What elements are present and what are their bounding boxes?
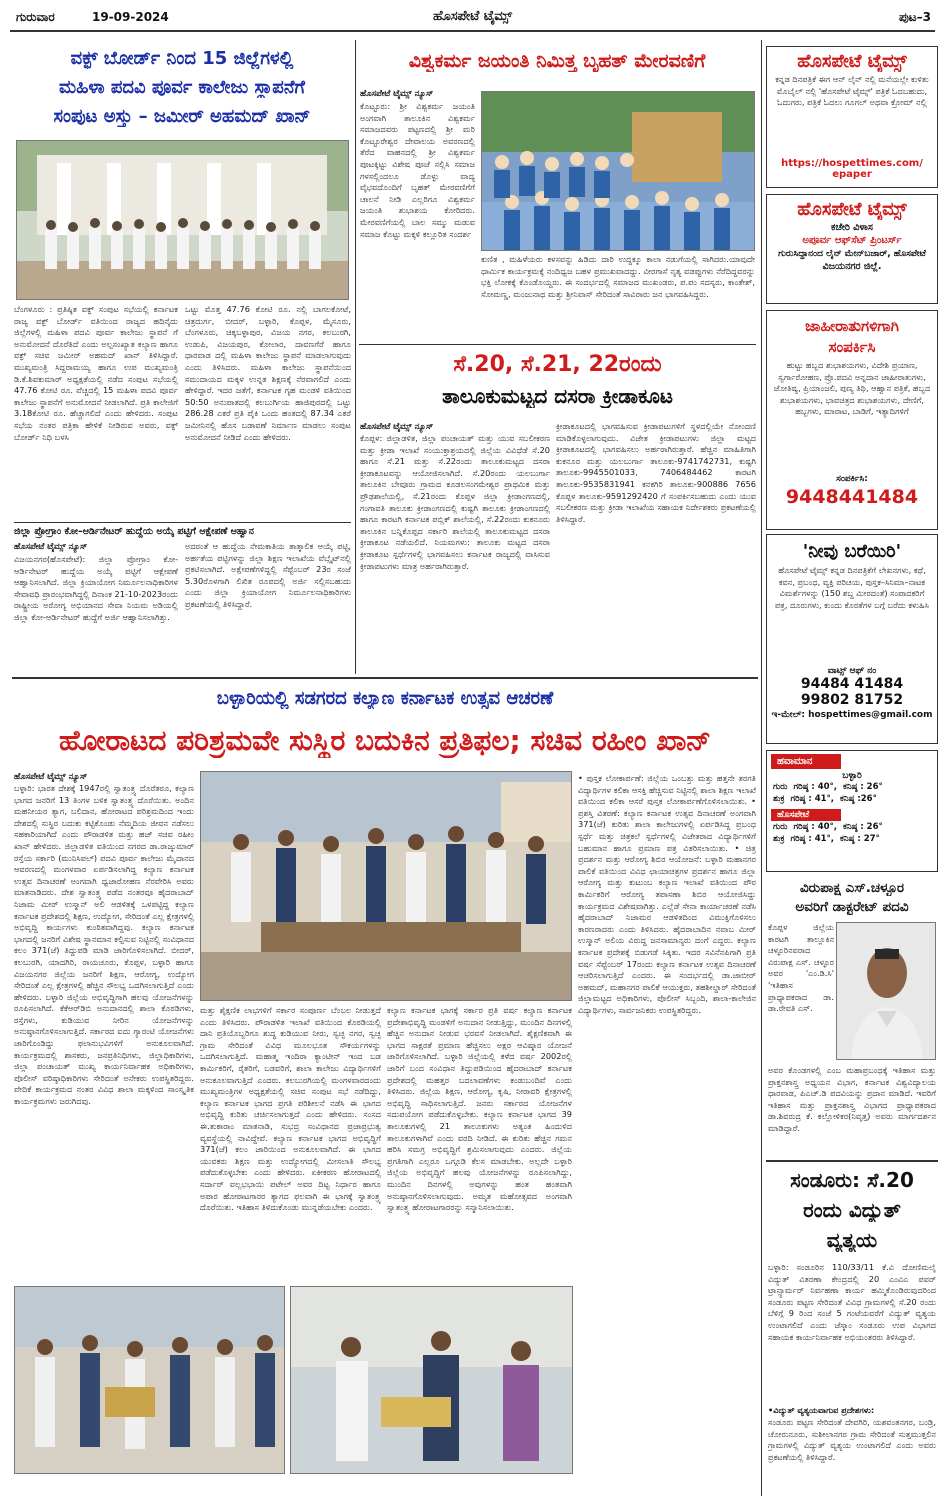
- office-ad-line4: ವಿಜಯನಗರ ಜಿಲ್ಲೆ.: [822, 261, 882, 272]
- dasara-body-col1: ಕೊಪ್ಪಳ: ಜಿಲ್ಲಾಡಳಿತ, ಜಿಲ್ಲಾ ಪಂಚಾಯತ್ ಮತ್ತು ಯುವ ಸಬಲೀಕರಣ ಮತ್ತು ಕ್ರೀಡಾ ಇಲಾಖೆ ಸಂಯುಕ್ತಾಶ್ರಯದಲ್ಲಿ ಜಿಲ್ಲೆಯ ವಿವಿಧೆಡೆ ಸೆ.20 ಹಾಗೂ ಸೆ.21 ಮತ್ತು ಸೆ.22ರಂದು ತಾಲೂಕುಮಟ್ಟದ ದಸರಾ ಕ್ರೀಡಾಕೂಟವನ್ನು ಆಯೋಜಿಸಲಾಗಿದೆ. ಸೆ.20ರಂದು ಯಲಬುರ್ಗಾ ತಾಲೂಕಿನ ಬೇವೂರು ಗ್ರಾಮದ ಕೂಡಲಸಂಗಮೇಶ್ವರ ಪ್ರಾಥಮಿಕ ಮತ್ತು ಪ್ರೌಢಶಾಲೆಯಲ್ಲಿ, ಸೆ.21ರಂದು ಕೊಪ್ಪಳ ಜಿಲ್ಲಾ ಕ್ರೀಡಾಂಗಣದಲ್ಲಿ, ಗಂಗಾವತಿ ತಾಲೂಕು ಕ್ರೀಡಾಂಗಣದಲ್ಲಿ ಕುಷ್ಟಗಿ ತಾಲೂಕು ಕ್ರೀಡಾಂಗಣದಲ್ಲಿ ಹಾಗೂ ಕಾರಟಗಿ ಕರ್ನಾಟಕ ಪಬ್ಲಿಕ್ ಶಾಲೆಯಲ್ಲಿ, ಸೆ.22ರಂದು ಕುಕನೂರು ತಾಲೂಕಿನ ಬನ್ನಿಕೊಪ್ಪದ ಸರ್ಕಾರಿ ಶಾಲೆಯಲ್ಲಿ ತಾಲೂಕುಮಟ್ಟದ ದಸರಾ ಕ್ರೀಡಾಕೂಟ ನಡೆಯಲಿದೆ. ನಿಯಮಗಳು: ತಾಲೂಕು ಮಟ್ಟದ ದಸರಾ ಕ್ರೀಡಾಕೂಟ ಸ್ಪರ್ಧೆಗಳಲ್ಲಿ ಭಾಗವಹಿಸಲು ಕರ್ನಾಟಕ ರಾಜ್ಯದಲ್ಲಿ ವಾಸಿಸುವ ಕ್ರೀಡಾಪಟುಗಳು ಮಾತ್ರ ಅರ್ಹರಾಗಿರುತ್ತಾರೆ.: [360, 433, 550, 571]
- advert-ad-title2: ಸಂಪರ್ಕಿಸಿ: [828, 338, 876, 356]
- write-ad-phone1[interactable]: 94484 41484: [800, 676, 904, 692]
- weather-min: ಕನಿಷ್ಠ :26°: [840, 794, 877, 804]
- write-ad-phone2[interactable]: 99802 81752: [800, 692, 904, 708]
- waqf-body-col1: ಬೆಂಗಳೂರು : ಪ್ರತಿಷ್ಠಿತ ವಕ್ಫ್ ಸಂಪುಟ ಸಭೆಯಲ್ಲಿ ಕರ್ನಾಟಕ ರಾಜ್ಯ ವಕ್ಫ್ ಬೋರ್ಡ್ ವತಿಯಿಂದ ರಾಜ್ಯದ ಹದಿನೈದು ಜಿಲ್ಲೆಗಳಲ್ಲಿ ಮಹಿಳಾ ಪದವಿ ಪೂರ್ವ ಕಾಲೇಜು ಸ್ಥಾಪನೆ ಗೆ ಅನುಮೋದನೆ ದೊರೆತಿದೆ ಎಂದು ಅಲ್ಪಸಂಖ್ಯಾತ ಕಲ್ಯಾಣ ಹಾಗೂ ವಕ್ಫ್ ಸಚಿವ ಜಮೀರ್ ಅಹಮದ್ ಖಾನ್ ತಿಳಿಸಿದ್ದಾರೆ. ಮುಖ್ಯಮಂತ್ರಿ ಸಿದ್ದರಾಮಯ್ಯ ಹಾಗೂ ಉಪ ಮುಖ್ಯಮಂತ್ರಿ ಡಿ.ಕೆ.ಶಿವಕುಮಾರ್ ಅಧ್ಯಕ್ಷತೆಯಲ್ಲಿ ನಡೆದ ಸಂಪುಟ ಸಭೆಯಲ್ಲಿ 47.76 ಕೋಟಿ ರೂ. ವೆಚ್ಚದಲ್ಲಿ 15 ಮಹಿಳಾ ಪದವಿ ಪೂರ್ವ ಕಾಲೇಜು ಸ್ಥಾಪನೆಗೆ ಅನುಮೋದನೆ ನೀಡಲಾಗಿದೆ. ಪ್ರತಿ ಕಾಲೇಜಿಗೆ 3.18ಕೋಟಿ ರೂ. ಹೆಚ್ಚಾಗಲಿದೆ ಎಂದು ಹೇಳಿದರು. ಸಂಪುಟ ಸಭೆಯ ನಂತರ ಪತ್ರಿಕಾ ಹೇಳಿಕೆ ನೀಡಿರುವ ಅವರು, ವಕ್ಫ್ ಬೋರ್ಡ್ ನಿಧಿ ಬಳಸಿ: [14, 304, 178, 442]
- write-ad-email-label: ಇ-ಮೇಲ್:: [771, 710, 805, 720]
- power-body-2: ಸಂಡೂರು ಪಟ್ಟಣ ಸೇರಿದಂತೆ ದೇವಗಿರಿ, ಯಶವಂತನಗರ, ಬಂಡ್ರಿ, ಚೋರುನೂರು, ಸುಶೀಲಾನಗರ ಗ್ರಾಮ ಸೇರಿದಂತೆ ಸುತ್ತಮುತ್ತಲಿನ ಗ್ರಾಮಗಳಲ್ಲಿ ವಿದ್ಯುತ್ ವ್ಯತ್ಯಯ ಉಂಟಾಗಲಿದೆ ಎಂದು ಅವರು ಪ್ರಕಟಣೆಯಲ್ಲಿ ತಿಳಿಸಿದ್ದಾರೆ.: [768, 1417, 936, 1462]
- write-ad-email-address[interactable]: hospettimes@gmail.com: [808, 710, 933, 720]
- write-ad-email[interactable]: [767, 710, 937, 720]
- column-rule-1: [355, 40, 356, 674]
- weather-title: ಹವಾಮಾನ: [771, 754, 841, 769]
- doctorate-headline-1: ವಿರುಪಾಕ್ಷ ಎಸ್.ಚಳ್ಳೂರ: [799, 880, 905, 896]
- doctorate-headline-2: ಅವರಿಗೆ ಡಾಕ್ಟರೇಟ್ ಪದವಿ: [795, 899, 909, 915]
- power-subhead: •ವಿದ್ಯುತ್ ವ್ಯತ್ಯಯವಾಗುವ ಪ್ರದೇಶಗಳು:: [768, 1405, 875, 1415]
- power-headline-3: ವ್ಯತ್ಯಯ: [826, 1228, 878, 1252]
- weather-max: ಗರಿಷ್ಠ : 40°,: [793, 782, 838, 792]
- weather-day: ಶುಕ್ರ: [773, 834, 785, 844]
- weather-city2: ಹೊಸಪೇಟೆ: [771, 809, 841, 821]
- weather-row: [767, 793, 937, 805]
- column-rule-sidebar: [761, 40, 762, 1496]
- office-address-ad: [766, 194, 938, 304]
- masthead-paper-name: ಹೊಸಪೇಟೆ ಟೈಮ್ಸ್: [432, 9, 513, 24]
- office-ad-printer: ಅಪೂರ್ವ ಆಫ್‌ಸೆಟ್ ಪ್ರಿಂಟರ್ಸ್: [802, 235, 902, 246]
- coordinator-body-col1: ವಿಜಯನಗರ(ಹೊಸಪೇಟೆ): ಜಿಲ್ಲಾ ಪ್ರೋಗ್ರಾಂ ಕೋ-ಆರ್ಡಿನೇಟರ್ ಹುದ್ದೆಯ ಅಯ್ಕೆ ಪಟ್ಟಿಗೆ ಆಕ್ಷೇಪಣೆ ಆಹ್ವಾನಿಸಲಾಗಿದೆ. ಜಿಲ್ಲಾ ಕ್ರಿಯಾಯೋಗ ನಿರ್ಮೂಲನಾಧಿಕಾರಿಗಳ ಸೇವಾವಧಿ ಪ್ರಾರಂಭವಾಗಿದ್ದಲ್ಲಿ ದಿನಾಂಕ 21-10-2023ರಂದು ರಾಷ್ಟ್ರೀಯ ಅರೋಗ್ಯ ಅಭಿಯಾನದ ಸೇವಾ ನಿಯಮ ಅಡಿಯಲ್ಲಿ ಜಿಲ್ಲಾ ಕೋ-ಆರ್ಡಿನೇಟರ್ ಹುದ್ದೆಗೆ ಅರ್ಜಿ ಆಹ್ವಾನಿಸಲಾಗಿತ್ತು.: [14, 554, 178, 622]
- ballari-body-col4: • ಪುಸ್ತಕ ಲೋಕಾರ್ಪಣೆ: ಜಿಲ್ಲೆಯ ಒಂಬತ್ತು ಮತ್ತು ಹತ್ತನೇ ತರಗತಿ ವಿದ್ಯಾರ್ಥಿಗಳ ಕಲಿಕಾ ಆಸಕ್ತಿ ಹೆಚ್ಚಿಸುವ ನಿಟ್ಟಿನಲ್ಲಿ ಶಾಲಾ ಶಿಕ್ಷಣ ಇಲಾಖೆ ವತಿಯಿಂದ ಕಲಿಕಾ ಆಸರೆ ಪುಸ್ತಕ ಲೋಕಾರ್ಪಣೆಗೊಳಿಸಲಾಯಿತು. • ಪ್ರಶಸ್ತಿ ವಿತರಣೆ: ಕಲ್ಯಾಣ ಕರ್ನಾಟಕ ಉತ್ಸವ ದಿನಾಚರಣೆ ಅಂಗವಾಗಿ 371(ಜೆ) ಕುರಿತು ಶಾಲಾ ಕಾಲೇಜುಗಳಲ್ಲಿ ಏರ್ಪಡಿಸಿದ್ದ ಪ್ರಬಂಧ ಸ್ಪರ್ಧೆ ಮತ್ತು ಚಿತ್ರಕಲೆ ಸ್ಪರ್ಧೆಗಳಲ್ಲಿ ವಿಜೇತರಾದ ವಿದ್ಯಾರ್ಥಿಗಳಿಗೆ ಬಹುಮಾನ ಹಾಗೂ ಪ್ರಮಾಣ ಪತ್ರ ವಿತರಿಸಲಾಯಿತು. • ಚಿತ್ರ ಪ್ರದರ್ಶನ ಮತ್ತು ಆರೋಗ್ಯ ಶಿಬಿರ ಆಯೋಜನೆ: ಬಳ್ಳಾರಿ ಮಹಾನಗರ ಪಾಲಿಕೆ ವತಿಯಿಂದ ವಿವಿಧ ಛಾಯಾಚಿತ್ರಗಳ ಪ್ರದರ್ಶನ ಹಾಗೂ ಜಿಲ್ಲಾ ಆರೋಗ್ಯ ಮತ್ತು ಕುಟುಂಬ ಕಲ್ಯಾಣ ಇಲಾಖೆ ವತಿಯಿಂದ ಪೌರ ಕಾರ್ಮಿಕರಿಗೆ ಆರೋಗ್ಯ ತಪಾಸಣಾ ಶಿಬಿರ ಆಯೋಜಿಸಿದ್ದು ಕಾರ್ಯಕ್ರಮದ ವಿಶೇಷವಾಗಿತ್ತು. ಎಲ್ಲೆಡೆ ಸೇನಾ ಕಾರ್ಯಾಚರಣೆ ನಡೆಸಿ ಹೈದರಾಬಾದ್ ನಿಜಾಮರ ಆಡಳಿತದಿಂದ ವಿಮುಕ್ತಿಗೊಳಿಸಲು ಕಾರಣರಾದರು ಎಂದು ತಿಳಿಸಿದರು. ಹೈದರಾಬಾದಿನ ನವಾಬ ಮೀರ್ ಉಸ್ಮಾನ್ ಅಲಿಯ ವಿರುದ್ಧ ಜನಸಾಮಾನ್ಯರು ದಂಗೆ ಎದ್ದರು. ಕಲ್ಯಾಣ ಕರ್ನಾಟಕ ಪ್ರದೇಶಕ್ಕೆ ಬಿಡುಗಡೆ ಸಿಕ್ಕಿತು. ಇದರ ಸವಿನೆನಪಿಗಾಗಿ ಪ್ರತಿ ವರ್ಷ ಸೆಪ್ಟೆಂಬರ್ 17ರಂದು ಕಲ್ಯಾಣ ಕರ್ನಾಟಕ ಉತ್ಸವ ದಿನಾಚರಣೆ ಆಚರಿಸಲಾಗುತ್ತಿದೆ ಎಂದರು. ಈ ಸಂದರ್ಭದಲ್ಲಿ ಡಾ.ಜಾಬೀರ್ ಅಹಮದ್, ಮಹಾನಗರ ಪಾಲಿಕೆ ಆಯುಕ್ತರು, ತಹಶೀಲ್ದಾರ್ ಸೇರಿದಂತೆ ಜಿಲ್ಲಾಮಟ್ಟದ ಅಧಿಕಾರಿಗಳು, ಪೊಲೀಸ್ ಸಿಬ್ಬಂದಿ, ಶಾಲಾ-ಕಾಲೇಜಿನ ವಿದ್ಯಾರ್ಥಿಗಳು, ಸಾರ್ವಜನಿಕರು ಉಪಸ್ಥಿತರಿದ್ದರು.: [578, 773, 756, 1015]
- advertisement-contact-ad: [766, 310, 938, 530]
- office-ad-line1: ಕಚೇರಿ ವಿಳಾಸ: [831, 222, 873, 233]
- coordinator-headline: ಜಿಲ್ಲಾ ಪ್ರೋಗ್ರಾಂ ಕೋ–ಆರ್ಡಿನೇಟರ್ ಹುದ್ದೆಯ ಅಯ್ಕೆ ಪಟ್ಟಿಗೆ ಆಕ್ಷೇಪಣೆ ಆಹ್ವಾನ: [14, 526, 254, 537]
- epaper-ad-url-path[interactable]: epaper: [832, 169, 872, 180]
- doctorate-portrait-photo: [836, 922, 936, 1060]
- power-headline-1: ಸಂಡೂರು: ಸೆ.20: [790, 1168, 914, 1192]
- weather-day: ಗುರು: [773, 822, 788, 832]
- epaper-ad-text: ಕನ್ನಡ ದಿನಪತ್ರಿಕೆ ಈಗ ಆನ್ ಲೈನ್ ನಲ್ಲಿ ಮನೆಯಲ್ಲೇ ಕುಳಿತು ಮೊಬೈಲ್ ನಲ್ಲಿ 'ಹೊಸಪೇಟೆ ಟೈಮ್ಸ್' ಪತ್ರಿಕೆ ಓದಬಹುದು, ಓದುಗರು, ಪತ್ರಿಕೆ ಓದಲು ಗೂಗಲ್ ಅಥವಾ ಕ್ರೋಮ್ ನಲ್ಲಿ: [775, 74, 929, 108]
- office-ad-line3: ಗುರುಸಿದ್ದಾನಂದ ಲೈನ್ ಮೇನ್‌ಬಜಾರ್, ಹೊಸಪೇಟೆ: [778, 249, 926, 259]
- waqf-body-col2: ಒಟ್ಟು ಮೊತ್ತ 47.76 ಕೋಟಿ ರೂ. ನಲ್ಲಿ ಬಾಗಲಕೋಟೆ, ಚಿತ್ರದುರ್ಗ, ಬೀದರ್, ಬಳ್ಳಾರಿ, ಕೊಪ್ಪಳ, ಮೈಸೂರು, ಬೆಂಗಳೂರು, ಚಿಕ್ಕಬಳ್ಳಾಪುರ, ವಿಜಯ ನಗರ, ಕಲಬುರಗಿ, ಉಡುಪಿ, ವಿಜಯಪುರ, ಕೋಲಾರ, ದಾವಣಗೆರೆ ಹಾಗೂ ಧಾರವಾಡ ದಲ್ಲಿ ಮಹಿಳಾ ಕಾಲೇಜು ಸ್ಥಾಪನೆ ಮಾಡಲಾಗುವುದು ಎಂದು ತಿಳಿಸಿದರು. ಮಹಿಳಾ ಕಾಲೇಜು ಸ್ಥಾಪನೆಯಿಂದ ಸಮುದಾಯದ ಮಕ್ಕಳ ಉನ್ನತ ಶಿಕ್ಷಣಕ್ಕೆ ನೆರವಾಗಲಿದೆ ಎಂದು ಹೇಳಿದ್ದಾರೆ. ಇದರ ಜತೆಗೆ, ಕರ್ನಾಟಕ ಗೃಹ ಮಂಡಳಿ ವತಿಯಿಂದ 50:50 ಅನುಪಾತದಲ್ಲಿ ಕಲಬುರ್ಗಿಯ ಹಾಜಿಪುರದಲ್ಲಿ ಒಟ್ಟು 286.28 ಎಕರೆ ಪ್ರತಿ ಪೈಕಿ ಒಂದು ಹಂತದಲ್ಲಿ 87.34 ಎಕರೆ ಜಮೀನಿನಲ್ಲಿ ಹೊಸ ಬಡಾವಣೆ ನಿರ್ಮಾಣ ಮಾಡಲು ಸಂಪುಟ ಅನುಮೋದನೆ ನೀಡಿದೆ ಎಂದು ಹೇಳಿದರು.: [185, 304, 351, 442]
- write-ad-whatsapp-label: ವಾಟ್ಸ್ ಆಫ್ ನಂ: [827, 666, 877, 676]
- coordinator-body-col2: ಅದರಂತೆ ಆ ಹುದ್ದೆಯ ನೇಮಕಾತಿಯ ತಾತ್ಕಾಲಿಕ ಆಯ್ಕೆ ಪಟ್ಟಿ, ಅರ್ಹತೆಯ ಪಟ್ಟಿಗಳನ್ನು ಜಿಲ್ಲಾ ಶಿಕ್ಷಣ ಇಲಾಖೆಯ ವೆಬ್ಸೈಟ್‌ನಲ್ಲಿ ಪ್ರಕಟಿಸಲಾಗಿದೆ. ಅಕ್ಷೇಪಣೆಗಳಿದ್ದಲ್ಲಿ ಸೆಪ್ಟೆಂಬರ್ 23ರ ಸಂಜೆ 5.30ರೊಳಗಾಗಿ ಲಿಖಿತ ರೂಪದಲ್ಲಿ ಅರ್ಜಿ ಸಲ್ಲಿಸಬಹುದು ಎಂದು ಜಿಲ್ಲಾ ಕ್ರಿಯಾಯೋಗ ನಿರ್ಮೂಲನಾಧಿಕಾರಿಗಳು ಪ್ರಕಟಣೆಯಲ್ಲಿ ತಿಳಿಸಿದ್ದಾರೆ.: [185, 541, 351, 609]
- weather-row: [767, 781, 937, 793]
- ballari-body-col2: ಮತ್ತು ಶೈಕ್ಷಣಿಕ ಲಾಭಗಳಿಗೆ ಸರ್ಕಾರ ಸಂಪೂರ್ಣ ಬೆಂಬಲ ನೀಡುತ್ತದೆ ಎಂದು ತಿಳಿಸಿದರು. ಪೌರಾಡಳಿತ ಇಲಾಖೆ ವತಿಯಿಂದ ಕೊಠಡಿಯಲ್ಲಿ ದಾನಿ ಪ್ರತಿಯೊಬ್ಬರಿಗೂ ಶುದ್ಧ ಕುಡಿಯುವ ನೀರು, ಸ್ವಚ್ಛ ನಗರ, ಸ್ವಚ್ಛ ಗ್ರಾಮ ಸೇರಿದಂತೆ ವಿವಿಧ ಮೂಲಭೂತ ಸೌಕರ್ಯಗಳನ್ನು ಒದಗಿಸಲಾಗುತ್ತಿದೆ. ಮಹಾತ್ಮ ಇಂದಿರಾ ಕ್ಯಾಂಟೀನ್ ಇಂದ ಬಡ ಕಾರ್ಮಿಕರಿಗೆ, ರೈತರಿಗೆ, ಬಡವರಿಗೆ, ಶಾಲಾ ಕಾಲೇಜು ವಿದ್ಯಾರ್ಥಿಗಳಿಗೆ ಅನುಕೂಲವಾಗುತ್ತಿದೆ ಎಂದರು. ಕಲಬುರಗಿಯಲ್ಲಿ ಮಂಗಳವಾರದಂದು ಮುಖ್ಯಮಂತ್ರಿಗಳ ಅಧ್ಯಕ್ಷತೆಯಲ್ಲಿ ಸಚಿವ ಸಂಪುಟ ಸಭೆ ನಡೆದಿದ್ದು, ಕಲ್ಯಾಣ ಕರ್ನಾಟಕ ಭಾಗದ ಪ್ರಗತಿ ಪರಿಶೀಲನೆ ನಡೆಸಿ ಈ ಭಾಗದ ಅಭಿವೃದ್ಧಿ ಕುರಿತು ಚರ್ಚಿಸಲಾಗುತ್ತದೆ ಎಂದು ಹೇಳಿದರು. ಸಂಸದ ಈ.ತುಕಾರಾಂ ಮಾತನಾಡಿ, ಸುಭದ್ರ ಸಂವಿಧಾನದ ಪ್ರಜಾಪ್ರಭುತ್ವ ವ್ಯವಸ್ಥೆಯಲ್ಲಿ ನಾವಿದ್ದೇವೆ. ಕಲ್ಯಾಣ ಕರ್ನಾಟಕ ಭಾಗದ ಅಭಿವೃದ್ಧಿಗೆ 371(ಜೆ) ಕಲಂ ಜಾರಿಯಿಂದ ಅನುಕೂಲವಾಗಿದೆ. ಈ ಭಾಗದ ಯುವಕರು ಶಿಕ್ಷಣ ಮತ್ತು ಉದ್ಯೋಗದಲ್ಲಿ ಮೀಸಲಾತಿ ಸೌಲಭ್ಯ ಪಡೆದುಕೊಳ್ಳಬೇಕು ಎಂದು ಹೇಳಿದರು. ಏಕೀಕರಣ ಹೋರಾಟದಲ್ಲಿ ಸರ್ದಾರ್ ವಲ್ಲಭಭಾಯಿ ಪಟೇಲ್ ಅವರ ದಿಟ್ಟ ನಿರ್ಧಾರ ಹಾಗೂ ಅಪಾರ ಹೋರಾಟಗಾರರ ತ್ಯಾಗದ ಫಲವಾಗಿ ಈ ಭಾಗಕ್ಕೆ ಸ್ವಾತಂತ್ರ್ಯ ದೊರೆಯಿತು. ಇತಿಹಾಸ ತಿಳಿದುಕೊಂಡು ಮುನ್ನಡೆಯಬೇಕು ಎಂದರು.: [200, 1005, 381, 1213]
- weather-day: ಶುಕ್ರ: [773, 794, 785, 804]
- weather-min: ಕನಿಷ್ಠ : 27°: [840, 834, 880, 844]
- power-body: ಬಳ್ಳಾರಿ: ಸಂಡೂರಿನ 110/33/11 ಕೆ.ವಿ ದೋಣಿಮಲೈ ವಿದ್ಯುತ್ ವಿತರಣಾ ಕೇಂದ್ರದಲ್ಲಿ 20 ಎಂವಿಎ ಪವರ್ ಟ್ರಾನ್ಸ್ಫಾರ್ಮರ್ ನಿರ್ವಹಣಾ ಕಾರ್ಯ ಹಮ್ಮಿಕೊಂಡಿರುವುದರಿಂದ ಸಂಡೂರು ಪಟ್ಟಣ ಸೇರಿದಂತೆ ವಿವಿಧ ಗ್ರಾಮಗಳಲ್ಲಿ ಸೆ.20 ರಂದು ಬೆಳಿಗ್ಗೆ 9 ರಿಂದ ಸಂಜೆ 5 ಗಂಟೆಯವರೆಗೆ ವಿದ್ಯುತ್ ವ್ಯತ್ಯಯ ಉಂಟಾಗಲಿದೆ ಎಂದು ಜೆಸ್ಕಾಂ ಸಂಡೂರು ಉಪ ವಿಭಾಗದ ಸಹಾಯಕ ಕಾರ್ಯನಿರ್ವಾಹಕ ಅಭಿಯಂತರರು ತಿಳಿಸಿದ್ದಾರೆ.: [768, 1262, 936, 1342]
- ballari-award-photo: [14, 1286, 285, 1474]
- divider-art4: [359, 344, 756, 345]
- masthead-date: 19-09-2024: [92, 10, 169, 24]
- ballari-body-col1: ಬಳ್ಳಾರಿ: ಭಾರತ ದೇಶಕ್ಕೆ 1947ರಲ್ಲಿ ಸ್ವಾತಂತ್ರ್ಯ ದೊರೆತರೂ, ಕಲ್ಯಾಣ ಭಾಗದ ಜನರಿಗೆ 13 ತಿಂಗಳ ಬಳಿಕ ಸ್ವಾತಂತ್ರ್ಯ ದೊರೆಯಿತು. ಅಂದಿನ ಮಹನೀಯರ ತ್ಯಾಗ, ಬಲಿದಾನ, ಹೋರಾಟದ ಪರಿಶ್ರಮದಿಂದ ಇಂದು ದೇಶದಲ್ಲಿ ಸುಸ್ಥಿರ ಬದುಕು ಕಟ್ಟಿಕೊಂಡು ನೆಮ್ಮದಿಯ ಜೀವನ ನಡೆಸಲು ಸಹಕಾರಿಯಾಗಿದೆ ಎಂದು ಪೌರಾಡಳಿತ ಮತ್ತು ಹಜ್ ಸಚಿವ ರಹೀಂ ಖಾನ್ ಹೇಳಿದರು. ಜಿಲ್ಲಾಡಳಿತ ವತಿಯಿಂದ ನಗರದ ಡಾ.ರಾಜ್ಕುಮಾರ್ ರಸ್ತೆಯ ಸರ್ಕಾರಿ (ಮುನಿಸಿಪಲ್) ಪದವಿ ಪೂರ್ವ ಕಾಲೇಜು ಮೈದಾನದ ಆವರಣದಲ್ಲಿ ಮಂಗಳವಾರ ಏರ್ಪಡಿಸಲಾಗಿದ್ದ ಕಲ್ಯಾಣ ಕರ್ನಾಟಕ ಉತ್ಸವ ದಿನಾಚರಣೆ ಅಂಗವಾಗಿ ಧ್ವಜಾರೋಹಣ ನೆರವೇರಿಸಿ ಅವರು ಮಾತನಾಡಿದರು. ದೇಶ ಸ್ವಾತಂತ್ರ್ಯ ಪಡೆದ ನಂತರವೂ ಹೈದರಾಬಾದ್ ನಿಜಾಮ ಮೀರ್ ಉಸ್ಮಾನ್ ಅಲಿ ಆಡಳಿತಕ್ಕೆ ಒಳಪಟ್ಟಿದ್ದ ಕಲ್ಯಾಣ ಕರ್ನಾಟಕ ಪ್ರದೇಶದಲ್ಲಿ ಶಿಕ್ಷಣ, ಉದ್ಯೋಗ, ಸೇರಿದಂತೆ ಎಲ್ಲ ಕ್ಷೇತ್ರಗಳಲ್ಲಿ ಅಭಿವೃದ್ಧಿ ಕಾರ್ಯಗಳು ಕುಂಠಿತವಾಗಿದ್ದವು. ಕಲ್ಯಾಣ ಕರ್ನಾಟಕ ಭಾಗದಲ್ಲಿ ಜನರಿಗೆ ವಿಶೇಷ ಸ್ಥಾನಮಾನ ಕಲ್ಪಿಸುವ ನಿಟ್ಟಿನಲ್ಲಿ ಸಂವಿಧಾನದ ಕಲಂ 371(ಜೆ) ತಿದ್ದುಪಡಿ ಮಾಡಿ ಜಾರಿಗೊಳಿಸಲಾಗಿದೆ. ಬೀದರ್, ಕಲಬುರಗಿ, ಯಾದಗಿರಿ, ರಾಯಚೂರು, ಕೊಪ್ಪಳ, ಬಳ್ಳಾರಿ ಹಾಗೂ ವಿಜಯನಗರ ಜಿಲ್ಲೆಯ ಜನರಿಗೆ ಶಿಕ್ಷಣ, ಆರೋಗ್ಯ, ಉದ್ಯೋಗ ಸೇರಿದಂತೆ ಎಲ್ಲ ಕ್ಷೇತ್ರಗಳಲ್ಲಿ ಹೆಚ್ಚಿನ ಸೌಲಭ್ಯ ಒದಗಿಸಲಾಗುತ್ತಿದೆ ಎಂದು ಹೇಳಿದರು. ಬಳ್ಳಾರಿ ಜಿಲ್ಲೆಯ ಅಭಿವೃದ್ಧಿಗಾಗಿ ಹಲವು ಯೋಜನೆಗಳನ್ನು ರೂಪಿಸಲಾಗಿದೆ. ಕೆಕೆಆರ್‌ಡಿಬಿ ಅನುದಾನದಲ್ಲಿ ಶಾಲಾ ಕೊಠಡಿಗಳು, ರಸ್ತೆಗಳು, ಕುಡಿಯುವ ನೀರಿನ ಯೋಜನೆಗಳನ್ನು ಅನುಷ್ಠಾನಗೊಳಿಸಲಾಗುತ್ತಿದೆ. ಸರ್ಕಾರದ ಐದು ಗ್ಯಾರಂಟಿ ಯೋಜನೆಗಳು ಜಾರಿಗೊಂಡಿದ್ದು ಫಲಾನುಭವಿಗಳಿಗೆ ಅನುಕೂಲವಾಗಿದೆ. ಕಾರ್ಯಕ್ರಮದಲ್ಲಿ ಶಾಸಕರು, ಜನಪ್ರತಿನಿಧಿಗಳು, ಜಿಲ್ಲಾಧಿಕಾರಿಗಳು, ಜಿಲ್ಲಾ ಪಂಚಾಯತ್ ಮುಖ್ಯ ಕಾರ್ಯನಿರ್ವಾಹಕ ಅಧಿಕಾರಿಗಳು, ಪೊಲೀಸ್ ವರಿಷ್ಠಾಧಿಕಾರಿಗಳು ಸೇರಿದಂತೆ ಅನೇಕರು ಉಪಸ್ಥಿತರಿದ್ದರು. ವೇದಿಕೆ ಕಾರ್ಯಕ್ರಮದ ನಂತರ ವಿವಿಧ ಶಾಲಾ ಮಕ್ಕಳಿಂದ ಸಾಂಸ್ಕೃತಿಕ ಕಾರ್ಯಕ್ರಮಗಳು ಜರುಗಿದವು.: [14, 783, 194, 1107]
- weather-city1-rows: [767, 781, 937, 805]
- advert-ad-phone[interactable]: 9448441484: [785, 486, 919, 508]
- doctorate-body-1: ಕೊಪ್ಪಳ ಜಿಲ್ಲೆಯ ಕಾರಟಗಿ ತಾಲ್ಲೂಕಿನ ಚಳ್ಳೂರಿನವರಾದ ವಿರುಪಾಕ್ಷ ಎಸ್. ಚಳ್ಳೂರ ಅವರ 'ಎಂ.ಡಿ.ಸಿ' 'ಇತಿಹಾಸ ಪ್ರಾಧ್ಯಾಪಕರಾದ ಡಾ. ಡಾ.ರೇವತಿ ಎಸ್.: [768, 922, 834, 1014]
- advert-ad-contact-label: ಸಂಪರ್ಕಿಸಿ:: [836, 474, 868, 484]
- waqf-cabinet-photo: [16, 140, 349, 300]
- dasara-headline-1: ಸೆ.20, ಸೆ.21, 22ರಂದು: [453, 352, 662, 377]
- weather-max: ಗರಿಷ್ಠ : 41°,: [790, 834, 835, 844]
- weather-city2-rows: [767, 821, 937, 845]
- waqf-headline-2: ಮಹಿಳಾ ಪದವಿ ಪೂರ್ವ ಕಾಲೇಜು ಸ್ಥಾಪನೆಗೆ: [58, 77, 305, 98]
- vishwakarma-body-col2: ಕುಣಿತ , ಮಹಿಳೆಯರು ಕಳಸವನ್ನು ಹಿಡಿದು ದಾರಿ ಉದ್ದಕ್ಕೂ ಕಾಲಾ ನಡುಗೆಯಲ್ಲಿ ಸಾಗಿದರು.ಯಾವುದೇ ಧಾರ್ಮಿಕ ಕಾರ್ಯಕ್ರಮಕ್ಕೆ ನಂದಿಧ್ವಜ ಬಹಳ ಪ್ರಮುಖವಾದದ್ದು. ವೀರಗಾಸೆ ನೃತ್ಯ ವಡಪ್ಪುಗಳು ನೆರೆದಿದ್ದವರನ್ನು ಭಕ್ತಿ ಲೋಕಕ್ಕೆ ಕೊಂಡೊಯ್ದರು. ಈ ಸಂದರ್ಭದಲ್ಲಿ ಸಮಾಜದ ಮುಖಂಡರು, ಪ.ಪಂ ಸದಸ್ಯರು, ಕಾಂತೇಶ್, ಸೋಮಣ್ಣ, ಮಂಜುನಾಥ ಮತ್ತು ಶ್ರೀನಿವಾಸ್ ಸೇರಿದಂತೆ ಸಾವಿರಾರು ಜನ ಭಾಗವಹಿಸಿದ್ದರು.: [481, 254, 755, 299]
- weather-city1: ಬಳ್ಳಾರಿ: [842, 771, 862, 781]
- weather-min: ಕನಿಷ್ಠ : 26°: [843, 822, 883, 832]
- ballari-headline: ಹೋರಾಟದ ಪರಿಶ್ರಮವೇ ಸುಸ್ಥಿರ ಬದುಕಿನ ಪ್ರತಿಫಲ; ಸಚಿವ ರಹೀಂ ಖಾನ್: [58, 724, 712, 757]
- weather-min: ಕನಿಷ್ಠ : 26°: [843, 782, 883, 792]
- coordinator-byline: ಹೊಸಪೇಟೆ ಟೈಮ್ಸ್ ನ್ಯೂಸ್: [14, 542, 88, 552]
- divider-art5: [12, 677, 758, 679]
- weather-day: ಗುರು: [773, 782, 788, 792]
- advert-ad-text: ಹುಟ್ಟು ಹಬ್ಬದ ಶುಭಾಶಯಗಳು, ವಿದೇಶಿ ಪ್ರಯಾಣ, ಸ್ವರ್ಗಾರೋಹಣ, ಪ್ರೊ.ಪದವಿ ಅನ್ನದಾನ ಜಾಹೀರಾತುಗಳು, ಜೋತಿಷ್ಯ, ಪ್ರಿಯಾಂಜಲಿ, ಪುಣ್ಯ ತಿಥಿ, ಆಹ್ವಾನ ಪತ್ರಿಕೆ, ಹಬ್ಬದ ಶುಭಾಶಯಗಳು, ಭಾವಚಿತ್ರದ ಶುಭಾಶಯಗಳು, ದೇಣಿಗೆ, ಹಬ್ಬಗಳು, ಮಾರಾಟ, ಬಾಡಿಗೆ, ಇತ್ಯಾದಿಗಳಿಗೆ: [773, 360, 931, 417]
- vishwakarma-headline: ವಿಶ್ವಕರ್ಮ ಜಯಂತಿ ನಿಮಿತ್ತ ಬೃಹತ್ ಮೇರವಣಿಗೆ: [408, 50, 706, 72]
- weather-row: [767, 821, 937, 833]
- weather-max: ಗರಿಷ್ಠ : 41°,: [790, 794, 835, 804]
- ballari-felicitation-photo: [290, 1286, 573, 1474]
- dasara-headline-2: ತಾಲೂಕುಮಟ್ಟದ ದಸರಾ ಕ್ರೀಡಾಕೂಟ: [442, 384, 673, 408]
- masthead-day: ಗುರುವಾರ: [16, 10, 55, 24]
- write-ad-text: ಹೊಸಪೇಟೆ ಟೈಮ್ಸ್ ಕನ್ನಡ ದಿನಪತ್ರಿಕೆಗೆ ಲೇಖನಗಳು, ಕಥೆ, ಕವನ, ಪ್ರಬಂಧ, ವ್ಯಕ್ತಿ ಪರಿಚಯ, ಪುಸ್ತಕ–ಸಿನಿಮಾ–ನಾಟಕ ವಿಮರ್ಶೆಗಳನ್ನು (150 ಶಬ್ದ ಮೀರದಂತೆ) ಸಂಪಾದಕರಿಗೆ ಪತ್ರ, ದೂರುಗಳು, ಕುಂದು ಕೊರತೆಗಳ ಬಗ್ಗೆ ಬರೆದು ಕಳುಹಿಸಿ: [774, 565, 930, 610]
- ballari-kicker: ಬಳ್ಳಾರಿಯಲ್ಲಿ ಸಡಗರದ ಕಲ್ಯಾಣ ಕರ್ನಾಟಕ ಉತ್ಸವ ಆಚರಣೆ: [216, 688, 554, 709]
- office-ad-title: ಹೊಸಪೇಟೆ ಟೈಮ್ಸ್: [797, 199, 907, 220]
- vishwakarma-byline: ಹೊಸಪೇಟೆ ಟೈಮ್ಸ್ ನ್ಯೂಸ್: [360, 89, 434, 99]
- vishwakarma-body-col1: ಕೊಟ್ಟೂರು: ಶ್ರೀ ವಿಶ್ವಕರ್ಮ ಜಯಂತಿ ಅಂಗವಾಗಿ ತಾಲೂಕಿನ ವಿಶ್ವಕರ್ಮ ಸಮಾಜದವರು ಪಟ್ಟಣದಲ್ಲಿ ಶ್ರೀ ಮರಿ ಕೊಟ್ಟೂರೇಶ್ವರ ದೇವಾಲಯ ಅವರಣದಲ್ಲಿ ತೆರೆದ ವಾಹನದಲ್ಲಿ ಶ್ರೀ ವಿಶ್ವಕರ್ಮ ಪೂಟಕ್ಕಿಟ್ಟು ವಿಶೇಷ ಪೂಜೆ ಸಲ್ಲಿಸಿ ಸಮಾಜ ಗಳಸಲ್ಲಿಂದಲೂ ಡೊಳ್ಳು ವಾದ್ಯ ವೈಭವದೊಂದಿಗೆ ಬೃಹತ್ ಮೇರವಣಿಗೆಗೆ ಚಾಲನೆ ನೀಡಿ ಎಲ್ಲರಿಗೂ ವಿಶ್ವಕರ್ಮ ಜಯಂತಿ ಶುಭಾಶಯ ಕೋರಿದರು. ಮೇರವಣಿಗೆಯಲ್ಲಿ ಬಾಲ ಸಮ್ಮು ಮಡುವ ಸಮಾಜ ಕೊಟ್ಟು ಮಕ್ಕಳಿ ಕಲ್ಲೂರಿತ ಸಂದರ್ಶ: [360, 101, 475, 239]
- vishwakarma-procession-photo: [481, 91, 755, 251]
- advert-ad-title1: ಜಾಹೀರಾತುಗಳಿಗಾಗಿ: [805, 317, 899, 335]
- epaper-ad-title: ಹೊಸಪೇಟೆ ಟೈಮ್ಸ್: [797, 51, 907, 72]
- ballari-body-col3: ಕಲ್ಯಾಣ ಕರ್ನಾಟಕ ಭಾಗಕ್ಕೆ ಸರ್ಕಾರ ಪ್ರತಿ ವರ್ಷ ಕಲ್ಯಾಣ ಕರ್ನಾಟಕ ಪ್ರದೇಶಾಭಿವೃದ್ಧಿ ಮಂಡಳಿಗೆ ಅನುದಾನ ನೀಡುತ್ತಿದ್ದು, ಮುಂದಿನ ದಿನಗಳಲ್ಲಿ ಹೆಚ್ಚಿನ ಅನುದಾನ ನೀಡುವ ಭರವಸೆ ನೀಡಲಾಗಿದೆ. ಶೈಕ್ಷಣಿಕವಾಗಿ ಈ ಭಾಗದ ಸಾಕ್ಷರತೆ ಪ್ರಮಾಣ ಹೆಚ್ಚಿಸಲು ಅಕ್ಷರ ಆವಿಷ್ಕಾರ ಯೋಜನೆ ಜಾರಿಗೊಳಿಸಲಾಗಿದೆ. ಬಳ್ಳಾರಿ ಜಿಲ್ಲೆಯಲ್ಲಿ ಕಳೆದ ವರ್ಷ 2002ರಲ್ಲಿ ಜಾರಿಗೆ ಬಂದ ಸಂವಿಧಾನ ತಿದ್ದುಪಡಿಯಿಂದ ಹೈದರಾಬಾದ್ ಕರ್ನಾಟಕ ಪ್ರದೇಶದಲ್ಲಿ ಮಹತ್ತರ ಬದಲಾವಣೆಗಳು ಕಂಡುಬಂದಿವೆ ಎಂದು ತಿಳಿಸಿದರು. ಜಿಲ್ಲೆಯ ಶಿಕ್ಷಣ, ಆರೋಗ್ಯ, ಕೃಷಿ, ನೀರಾವರಿ ಕ್ಷೇತ್ರಗಳಲ್ಲಿ ಅಭಿವೃದ್ಧಿ ಸಾಧಿಸಲಾಗುತ್ತಿದೆ. ಜನರು ಸರ್ಕಾರದ ಯೋಜನೆಗಳ ಸದುಪಯೋಗ ಪಡೆದುಕೊಳ್ಳಬೇಕು. ಕಲ್ಯಾಣ ಕರ್ನಾಟಕ ಭಾಗದ 39 ತಾಲೂಕುಗಳಲ್ಲಿ 21 ತಾಲೂಕುಗಳು ಅತ್ಯಂತ ಹಿಂದುಳಿದ ತಾಲೂಕುಗಳಾಗಿವೆ ಎಂದು ವರದಿ ನೀಡಿದೆ. ಈ ಕುರಿತು ಹೆಚ್ಚಿನ ಗಮನ ಹರಿಸಿ ಸಮಗ್ರ ಅಭಿವೃದ್ಧಿಗೆ ಶ್ರಮಿಸಲಾಗುವುದು ಎಂದರು. ಜಿಲ್ಲೆಯ ಪ್ರಗತಿಗಾಗಿ ಎಲ್ಲರೂ ಒಗ್ಗೂಡಿ ಕೆಲಸ ಮಾಡಬೇಕು. ಅಲ್ಲದೇ ಬಳ್ಳಾರಿ ಜಿಲ್ಲೆಯ ಅಭಿವೃದ್ಧಿಗೆ ಹಲವು ಯೋಜನೆಗಳನ್ನು ರೂಪಿಸಲಾಗಿದ್ದು, ಮುಂದಿನ ದಿನಗಳಲ್ಲಿ ಅವುಗಳನ್ನು ಹಂತ ಹಂತವಾಗಿ ಅನುಷ್ಠಾನಗೊಳಿಸಲಾಗುವುದು. ಅಮೃತ ಮಹೋತ್ಸವದ ಅಂಗವಾಗಿ ಸ್ವಾತಂತ್ರ್ಯ ಹೋರಾಟಗಾರರನ್ನು ಸನ್ಮಾನಿಸಲಾಯಿತು.: [387, 1005, 572, 1213]
- divider-power: [766, 1160, 938, 1162]
- dasara-byline: ಹೊಸಪೇಟೆ ಟೈಮ್ಸ್ ನ್ಯೂಸ್: [360, 422, 434, 432]
- divider-art2: [14, 522, 351, 523]
- ballari-ceremony-photo: [200, 771, 572, 1001]
- power-headline-2: ರಂದು ವಿದ್ಯುತ್: [803, 1198, 901, 1222]
- doctorate-body-2: ಅವರ ಕೊಂಡಗಳಲ್ಲಿ ಎಂಬ ಮಹಾಪ್ರಬಂಧಕ್ಕೆ ಇತಿಹಾಸ ಮತ್ತು ಪ್ರಾಕ್ತನಶಾಸ್ತ್ರ ಅಧ್ಯಯನ ವಿಭಾಗ, ಕರ್ನಾಟಕ ವಿಶ್ವವಿದ್ಯಾಲಯ ಧಾರವಾಡ, ಪಿಎಚ್.ಡಿ ಪದವಿಯನ್ನು ಪ್ರದಾನ ಮಾಡಿದೆ. ಇವರಿಗೆ ಇತಿಹಾಸ ಮತ್ತು ಪ್ರಾಕ್ತನಶಾಸ್ತ್ರ ವಿಭಾಗದ ಪ್ರಾಧ್ಯಾಪಕರಾದ ಡಾ.ಶಿವರುದ್ರ ಕೆ. ಕಲ್ಲೋಳಿಕರ(ನಿವೃತ್ತ) ಅವರು ಮಾರ್ಗದರ್ಶನ ಮಾಡಿದ್ದಾರೆ.: [768, 1065, 936, 1133]
- weather-row: [767, 833, 937, 845]
- masthead: [10, 6, 935, 28]
- ballari-byline: ಹೊಸಪೇಟೆ ಟೈಮ್ಸ್ ನ್ಯೂಸ್: [14, 772, 88, 782]
- epaper-ad: [766, 46, 938, 188]
- epaper-ad-url[interactable]: https://hospettimes.com/: [781, 158, 923, 169]
- write-to-us-ad: [766, 534, 938, 744]
- masthead-rule: [10, 30, 935, 32]
- waqf-headline-1: ವಕ್ಫ್ ಬೋರ್ಡ್ ನಿಂದ 15 ಜಿಲ್ಲೆಗಳಲ್ಲಿ: [70, 48, 294, 69]
- weather-box: [766, 750, 938, 872]
- masthead-page-number: ಪುಟ–3: [899, 10, 931, 24]
- dasara-body-col2: ಕ್ರೀಡಾಕೂಟದಲ್ಲಿ ಭಾಗವಹಿಸುವ ಕ್ರೀಡಾಪಟುಗಳಿಗೆ ಸ್ಥಳದಲ್ಲಿಯೇ ನೋಂದಣಿ ಮಾಡಿಕೊಳ್ಳಲಾಗುವುದು. ವಿಜೇತ ಕ್ರೀಡಾಪಟುಗಳು ಜಿಲ್ಲಾ ಮಟ್ಟದ ಕ್ರೀಡಾಕೂಟದಲ್ಲಿ ಭಾಗವಹಿಸಲು ಅರ್ಹರಾಗಿರುತ್ತಾರೆ. ಹೆಚ್ಚಿನ ಮಾಹಿತಿಗಾಗಿ ಕುಕನೂರ ಮತ್ತು ಯಲಬುರ್ಗಾ ತಾಲೂಕು-9741742731, ಕುಷ್ಟಗಿ ತಾಲೂಕು-9945501033, 7406484462 ಕಾರಟಗಿ ತಾಲೂಕು-9535831941 ಕನಕಗಿರಿ ತಾಲೂಕು-900886 7656 ಕೊಪ್ಪಳ ತಾಲೂಕು-9591292420 ಗೆ ಸಂಪರ್ಕಿಸಬಹುದು ಎಂದು ಯುವ ಸಬಲೀಕರಣ ಮತ್ತು ಕ್ರೀಡಾ ಇಲಾಖೆಯ ಸಹಾಯಕ ನಿರ್ದೇಶಕರು ಪ್ರಕಟಣೆಯಲ್ಲಿ ತಿಳಿಸಿದ್ದಾರೆ.: [556, 421, 756, 524]
- weather-max: ಗರಿಷ್ಠ : 40°,: [793, 822, 838, 832]
- write-ad-title: 'ನೀವು ಬರೆಯಿರಿ': [802, 541, 902, 562]
- waqf-headline-3: ಸಂಪುಟ ಅಸ್ತು – ಜಮೀರ್ ಅಹಮದ್ ಖಾನ್: [53, 106, 311, 127]
